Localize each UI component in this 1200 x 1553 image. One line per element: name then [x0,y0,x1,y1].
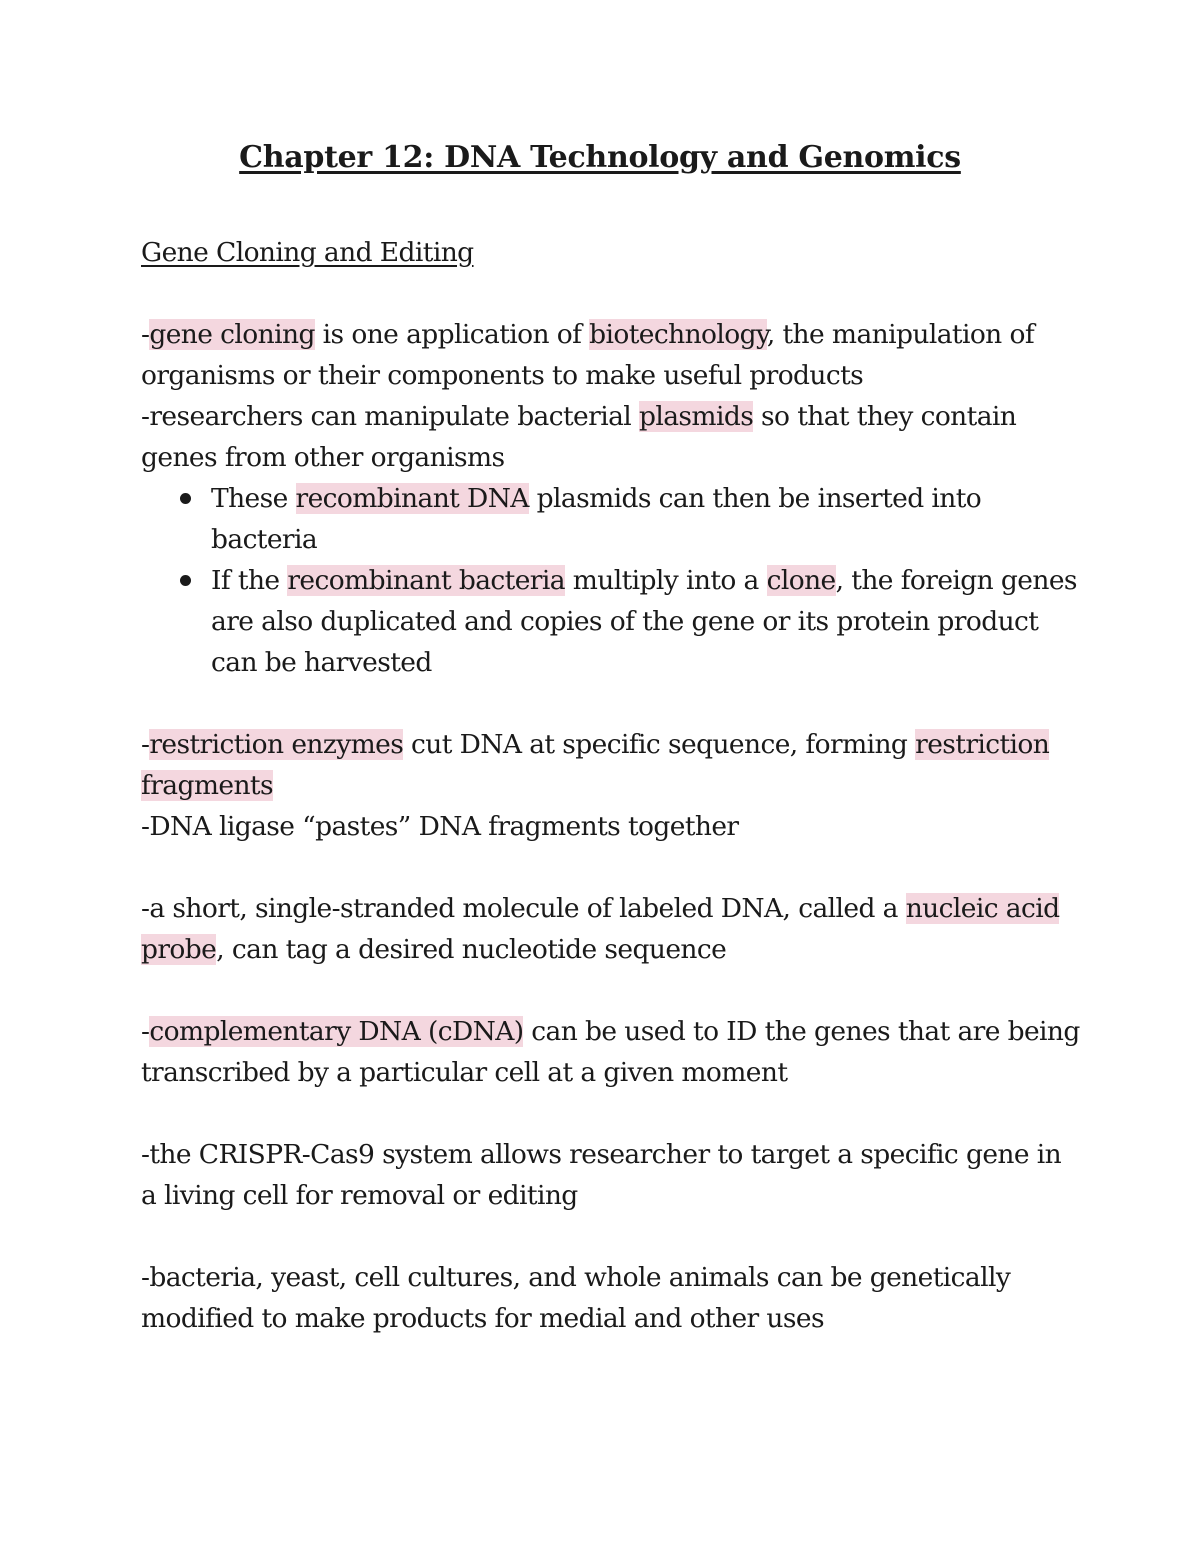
bullet-item-recombinant-bacteria [211,560,1081,683]
highlight-term: recombinant DNA [295,483,529,514]
text: cut DNA at specific sequence, forming [403,729,916,760]
text: -researchers can manipulate bacterial [141,401,639,432]
text: - [141,319,150,350]
text: multiply into a [564,565,767,596]
highlight-term: restriction fragments [141,729,1050,801]
highlight-term: restriction enzymes [149,729,404,760]
paragraph-dna-ligase: -DNA ligase “pastes” DNA fragments together [141,811,739,842]
page-title: Chapter 12: DNA Technology and Genomics [239,140,961,175]
text: - [141,729,150,760]
paragraph-crispr: -the CRISPR-Cas9 system allows researcher to target a specific gene in a living cell for removal or editing [141,1139,1062,1211]
paragraph-plasmids [141,396,1081,478]
text: , the manipulation of organisms or their components to make useful products [141,319,1035,391]
spacer [141,1216,1081,1257]
spacer [141,970,1081,1011]
text: plasmids can then be inserted into bacteria [211,483,982,555]
bullet-item-recombinant-dna [211,478,1081,560]
highlight-term: plasmids [638,401,754,432]
paragraph-nucleic-acid-probe [141,888,1081,970]
text: , the foreign genes are also duplicated and copies of the gene or its protein product can be harvested [211,565,1077,678]
paragraph-genetic-modification: -bacteria, yeast, cell cultures, and whole animals can be genetically modified to make products for medial and other uses [141,1262,1011,1334]
spacer [141,683,1081,724]
text: -a short, single-stranded molecule of labeled DNA, called a [141,893,906,924]
text: can be used to ID the genes that are being transcribed by a particular cell at a given moment [141,1016,1080,1088]
section-heading: Gene Cloning and Editing [141,237,474,268]
text: , can tag a desired nucleotide sequence [216,934,727,965]
highlight-term: clone [766,565,836,596]
paragraph-cdna [141,1011,1081,1093]
text: These [211,483,296,514]
notes-body [141,232,1081,1339]
highlight-term: biotechnology [589,319,767,350]
text: If the [211,565,288,596]
paragraph-restriction-enzymes [141,724,1081,806]
bullet-list [141,478,1081,683]
highlight-term: complementary DNA (cDNA) [149,1016,524,1047]
highlight-term: gene cloning [149,319,315,350]
highlight-term: nucleic acid probe [141,893,1060,965]
text: so that they contain genes from other organisms [141,401,1017,473]
highlight-term: recombinant bacteria [287,565,565,596]
paragraph-gene-cloning [141,314,1081,396]
text: is one application of [314,319,590,350]
text: - [141,1016,150,1047]
spacer [141,847,1081,888]
spacer [141,1093,1081,1134]
